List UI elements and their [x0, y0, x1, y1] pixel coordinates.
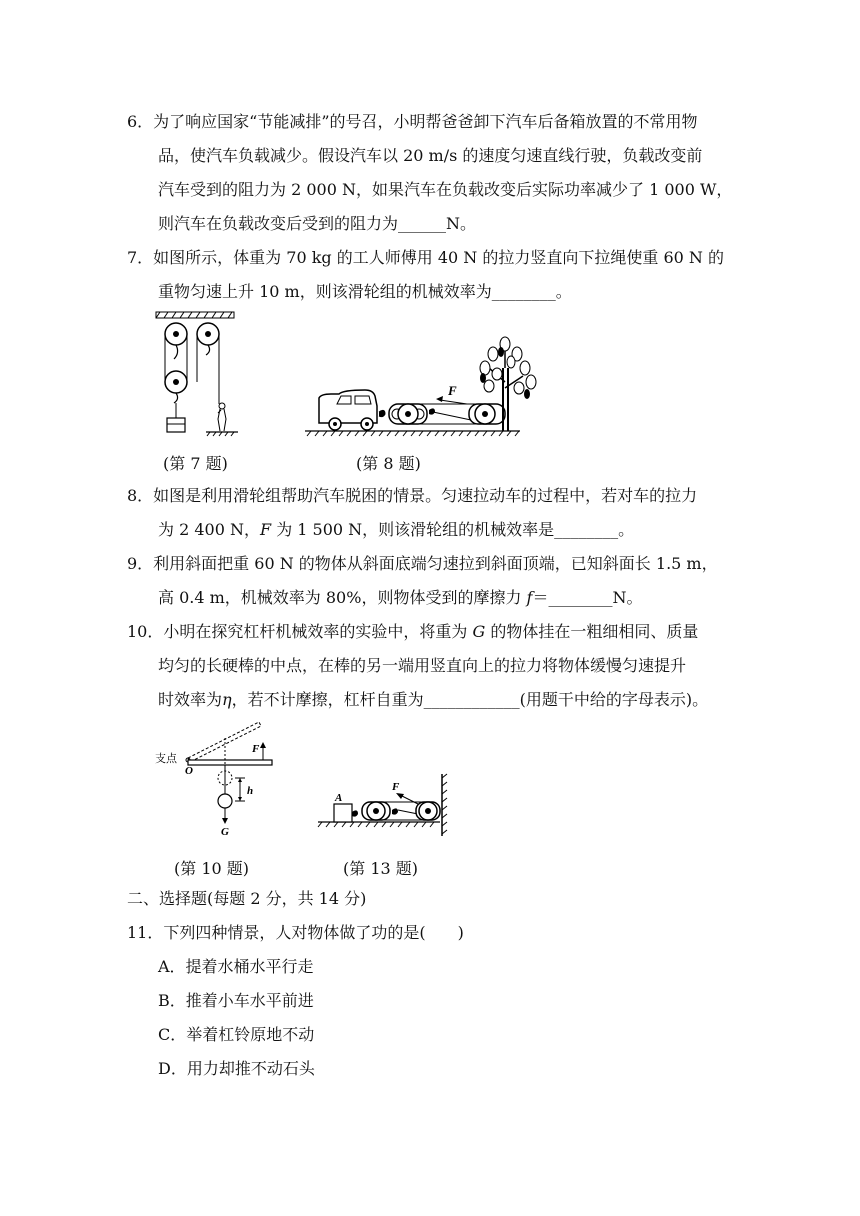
fig13-a-label: A: [335, 792, 343, 804]
q7-line-2: 重物匀速上升 10 m，则该滑轮组的机械效率为________。: [158, 282, 572, 301]
q9-line-1: 9．利用斜面把重 60 N 的物体从斜面底端匀速拉到斜面顶端，已知斜面长 1.5 m，: [127, 554, 718, 573]
section-2-heading: 二、选择题(每题 2 分，共 14 分): [127, 889, 367, 908]
q10-var-g: G: [472, 622, 486, 641]
figure-7-caption: (第 7 题): [163, 454, 228, 473]
fig10-g-label: G: [221, 826, 229, 838]
q11-stem: 11．下列四种情景，人对物体做了功的是( ): [127, 923, 464, 942]
q8-line-1: 8．如图是利用滑轮组帮助汽车脱困的情景。匀速拉动车的过程中，若对车的拉力: [127, 486, 698, 505]
q10-line-1a: 10．小明在探究杠杆机械效率的实验中，将重为: [127, 622, 473, 641]
q9-var-f: f: [526, 588, 533, 607]
q9-line-2: [158, 588, 642, 608]
figure-10-lever-diagram: [155, 718, 275, 838]
q10-line-3b: ，若不计摩擦，杠杆自重为____________(用题干中给的字母表示)。: [231, 690, 709, 709]
q6-line-2: 品，使汽车负载减少。假设汽车以 20 m/s 的速度匀速直线行驶，负载改变前: [158, 146, 703, 165]
q11-option-c: C．举着杠铃原地不动: [158, 1025, 315, 1044]
q6-line-1: 6．为了响应国家“节能减排”的号召，小明帮爸爸卸下汽车后备箱放置的不常用物: [127, 112, 698, 131]
q10-line-3a: 时效率为: [158, 690, 223, 709]
q8-var-f: F: [259, 520, 272, 539]
figure-8-caption: (第 8 题): [356, 454, 421, 473]
fig10-o-label: O: [185, 765, 193, 777]
q11-option-a: A．提着水桶水平行走: [158, 957, 314, 976]
q6-line-4: 则汽车在负载改变后受到的阻力为______N。: [158, 214, 477, 233]
figure-13-caption: (第 13 题): [343, 859, 419, 878]
fig10-f-label: F: [252, 743, 260, 755]
q11-option-d: D．用力却推不动石头: [158, 1059, 315, 1078]
q6-line-3: 汽车受到的阻力为 2 000 N，如果汽车在负载改变后实际功率减少了 1 000 W，: [158, 180, 733, 199]
q10-line-2: 均匀的长硬棒的中点，在棒的另一端用竖直向上的拉力将物体缓慢匀速提升: [158, 656, 687, 675]
q10-line-1b: 的物体挂在一粗细相同、质量: [485, 622, 699, 641]
q8-line-2b: 为 1 500 N，则该滑轮组的机械效率是________。: [276, 520, 635, 539]
q8-line-2: [158, 520, 634, 540]
figure-7-pulley-diagram: [150, 312, 240, 438]
q10-line-3: [158, 690, 708, 710]
q10-line-1: [127, 622, 698, 642]
q7-line-1: 7．如图所示，体重为 70 kg 的工人师傅用 40 N 的拉力竖直向下拉绳使重 60 N 的: [127, 248, 724, 267]
fig10-pivot-label: 支点: [155, 752, 177, 765]
q10-var-eta: η: [222, 690, 232, 709]
fig10-h-label: h: [247, 785, 254, 797]
q9-line-2b: ＝________N。: [532, 588, 643, 607]
fig13-f-label: F: [392, 781, 400, 793]
q8-line-2a: 为 2 400 N，: [158, 520, 260, 539]
figure-13-block-pulley-diagram: [318, 770, 453, 840]
figure-10-caption: (第 10 题): [174, 859, 250, 878]
figure-8-car-pulley-diagram: [305, 338, 545, 438]
q11-option-b: B．推着小车水平前进: [158, 991, 314, 1010]
fig8-force-label: F: [448, 383, 457, 398]
q9-line-2a: 高 0.4 m，机械效率为 80%，则物体受到的摩擦力: [158, 588, 527, 607]
